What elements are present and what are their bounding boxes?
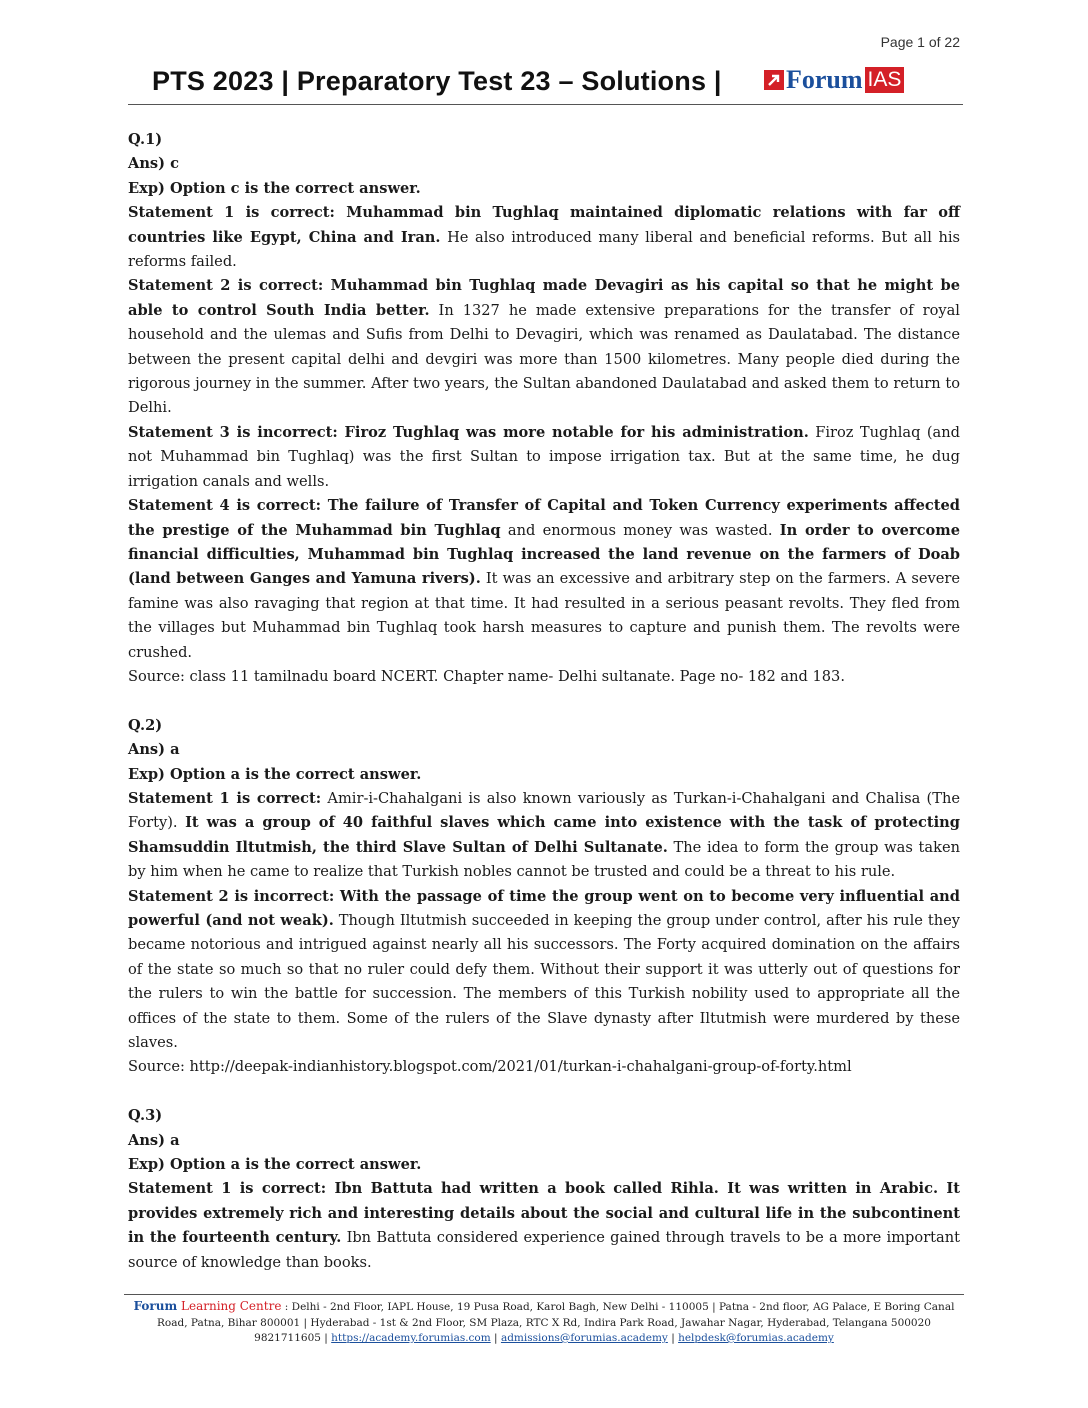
forumias-logo (764, 66, 904, 94)
statement-3: Statement 3 is incorrect: Firoz Tughlaq was more notable for his administration. Firoz Tughlaq (and not Muhammad bin Tughlaq) was the first Sultan to impose irrigation tax. But at the same time, he dug irrigation canals and wells. (128, 423, 960, 490)
footer-phone: 9821711605 (254, 1332, 321, 1344)
source: Source: class 11 tamilnadu board NCERT. Chapter name- Delhi sultanate. Page no- 182 and 183. (128, 667, 845, 685)
page-footer: Forum Learning Centre : Delhi - 2nd Floor, IAPL House, 19 Pusa Road, Karol Bagh, New Delhi - 110005 | Patna - 2nd floor, AG Palace, E Boring Canal Road, Patna, Bihar 800001 | Hyderabad - 1st & 2nd Floor, SM Plaza, RTC X Rd, Indira Park Road, Jawahar Nagar, Hyderabad, Telangana 500020 9821711605 | https://academy.forumias.com | admissions@forumias.academy | helpdesk@forumias.academy (124, 1294, 964, 1347)
arrow-icon (764, 70, 784, 90)
admissions-email-link[interactable]: admissions@forumias.academy (500, 1332, 668, 1344)
question-number: Q.3) (128, 1107, 163, 1125)
statement-2: Statement 2 is correct: Muhammad bin Tughlaq made Devagiri as his capital so that he might be able to control South India better. In 1327 he made extensive preparations for the transfer of royal household and the ulemas and Sufis from Delhi to Devagiri, which was renamed as Daulatabad. The distance between the present capital delhi and devgiri was more than 1500 kilometres. Many people died during the rigorous journey in the summer. After two years, the Sultan abandoned Daulatabad and asked them to return to Delhi. (128, 277, 960, 417)
footer-address: : Delhi - 2nd Floor, IAPL House, 19 Pusa Road, Karol Bagh, New Delhi - 110005 | Patna - 2nd floor, AG Palace, E Boring Canal Road, Patna, Bihar 800001 | Hyderabad - 1st & 2nd Floor, SM Plaza, RTC X Rd, Indira Park Road, Jawahar Nagar, Hyderabad, Telangana 500020 (157, 1301, 955, 1329)
explanation-heading: Exp) Option a is the correct answer. (128, 1156, 422, 1174)
question-number: Q.1) (128, 131, 163, 148)
helpdesk-email-link[interactable]: helpdesk@forumias.academy (678, 1332, 834, 1344)
footer-learning-centre: Learning Centre (177, 1299, 282, 1313)
solutions-body (128, 128, 960, 1299)
explanation-heading: Exp) Option c is the correct answer. (128, 179, 421, 197)
statement-2: Statement 2 is incorrect: With the passage of time the group went on to become very influential and powerful (and not weak). Though Iltutmish succeeded in keeping the group under control, after his rule they became notorious and intrigued against nearly all his successors. The Forty acquired domination on the affairs of the state so much so that no ruler could defy them. Without their support it was utterly out of questions for the rulers to win the battle for succession. The members of this Turkish nobility used to appropriate all the offices of the state to them. Some of the rulers of the Slave dynasty after Iltutmish were murdered by these slaves. (128, 887, 961, 1052)
question-number: Q.2) (128, 716, 163, 734)
answer: Ans) a (128, 741, 180, 759)
statement-1: Statement 1 is correct: Amir-i-Chahalgani is also known variously as Turkan-i-Chahalgani and Chalisa (The Forty). It was a group of 40 faithful slaves which came into existence with the task of protecting Shamsuddin Iltutmish, the third Slave Sultan of Delhi Sultanate. The idea to form the group was taken by him when he came to realize that Turkish nobles cannot be trusted and could be a threat to his rule. (128, 789, 961, 881)
question-2 (128, 714, 960, 1080)
statement-1: Statement 1 is correct: Ibn Battuta had written a book called Rihla. It was written in Arabic. It provides extremely rich and interesting details about the social and cultural life in the subcontinent in the fourteenth century. Ibn Battuta considered experience gained through travels to be a more important source of knowledge than books. (128, 1180, 960, 1271)
statement-4: Statement 4 is correct: The failure of Transfer of Capital and Token Currency experiments affected the prestige of the Muhammad bin Tughlaq and enormous money was wasted. In order to overcome financial difficulties, Muhammad bin Tughlaq increased the land revenue on the farmers of Doab (land between Ganges and Yamuna rivers). It was an excessive and arbitrary step on the farmers. A severe famine was also ravaging that region at that time. It had resulted in a serious peasant revolts. They fled from the villages but Muhammad bin Tughlaq took harsh measures to capture and punish them. The revolts were crushed. (128, 497, 960, 661)
question-1 (128, 128, 960, 689)
source: Source: http://deepak-indianhistory.blogspot.com/2021/01/turkan-i-chahalgani-group-of-forty.html (128, 1058, 852, 1076)
question-3 (128, 1104, 960, 1275)
page-number: Page 1 of 22 (880, 34, 960, 50)
logo-forum-text: Forum (786, 65, 863, 94)
footer-brand: Forum (133, 1299, 178, 1313)
statement-1: Statement 1 is correct: Muhammad bin Tughlaq maintained diplomatic relations with far off countries like Egypt, China and Iran. He also introduced many liberal and beneficial reforms. But all his reforms failed. (128, 204, 960, 271)
answer: Ans) c (128, 155, 180, 173)
explanation-heading: Exp) Option a is the correct answer. (128, 765, 422, 783)
page-header (128, 62, 963, 105)
logo-ias-text: IAS (865, 67, 905, 93)
page-title: PTS 2023 | Preparatory Test 23 – Solutions | (152, 66, 722, 96)
academy-link[interactable]: https://academy.forumias.com (331, 1332, 491, 1344)
answer: Ans) a (128, 1131, 180, 1149)
